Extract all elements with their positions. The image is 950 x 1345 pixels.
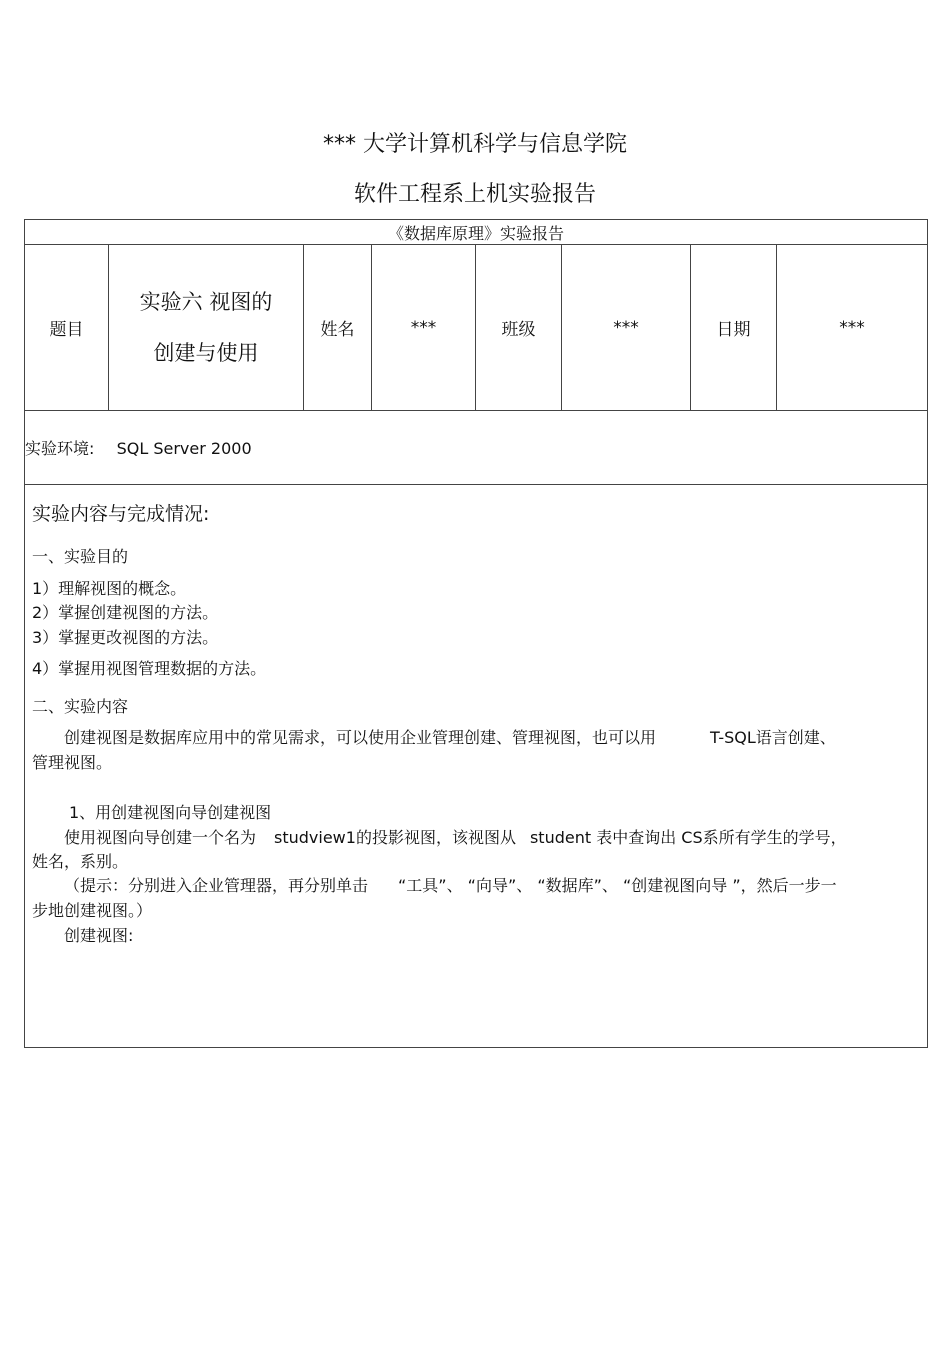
goal-item: 4）掌握用视图管理数据的方法。	[32, 659, 267, 678]
para2-text-a: 使用视图向导创建一个名为	[64, 828, 257, 847]
content-cell	[25, 485, 928, 1048]
section1-title: 一、实验目的	[32, 547, 129, 566]
para1-tsql: T-SQL语言创建、	[710, 728, 836, 747]
topic-line-2: 创建与使用	[153, 340, 259, 365]
para2-text-b: studview1的投影视图，该视图从	[274, 828, 516, 847]
para2-line1	[64, 825, 847, 848]
hint-line1	[64, 873, 837, 896]
report-school-title: *** 大学计算机科学与信息学院	[323, 132, 627, 157]
date-label: 日期	[691, 245, 777, 411]
section2-title: 二、实验内容	[32, 697, 129, 716]
para2-text-c: student 表中查询出 CS系所有学生的学号，	[529, 828, 847, 847]
env-value: SQL Server 2000	[116, 439, 252, 458]
topic-value	[109, 245, 304, 411]
create-view-label: 创建视图:	[64, 926, 134, 945]
hint-line2: 步地创建视图。）	[32, 901, 153, 920]
goal-item: 2）掌握创建视图的方法。	[32, 603, 219, 622]
hint-text-b: “工具”、 “向导”、 “数据库”、 “创建视图向导 ”，然后一步一	[398, 876, 837, 895]
env-label: 实验环境:	[25, 439, 95, 458]
para1-line1	[64, 725, 836, 748]
topic-label: 题目	[25, 245, 109, 411]
name-value: ***	[372, 245, 476, 411]
content-heading: 实验内容与完成情况:	[32, 503, 210, 525]
name-label: 姓名	[304, 245, 372, 411]
environment-cell	[25, 411, 928, 485]
para1-text: 创建视图是数据库应用中的常见需求，可以使用企业管理创建、管理视图，也可以用	[64, 728, 657, 747]
class-label: 班级	[476, 245, 562, 411]
goal-item: 3）掌握更改视图的方法。	[32, 628, 219, 647]
topic-line-1: 实验六 视图的	[139, 289, 273, 314]
para1-line2: 管理视图。	[32, 753, 113, 772]
report-dept-title: 软件工程系上机实验报告	[353, 182, 596, 207]
report-table	[24, 219, 928, 1048]
class-value: ***	[562, 245, 691, 411]
report-caption: 《数据库原理》实验报告	[25, 220, 928, 245]
subsection1-title: 1、用创建视图向导创建视图	[69, 803, 272, 822]
date-value: ***	[777, 245, 928, 411]
goal-item: 1）理解视图的概念。	[32, 579, 187, 598]
para2-line2: 姓名，系别。	[32, 852, 129, 871]
hint-text-a: （提示：分别进入企业管理器，再分别单击	[64, 876, 369, 895]
